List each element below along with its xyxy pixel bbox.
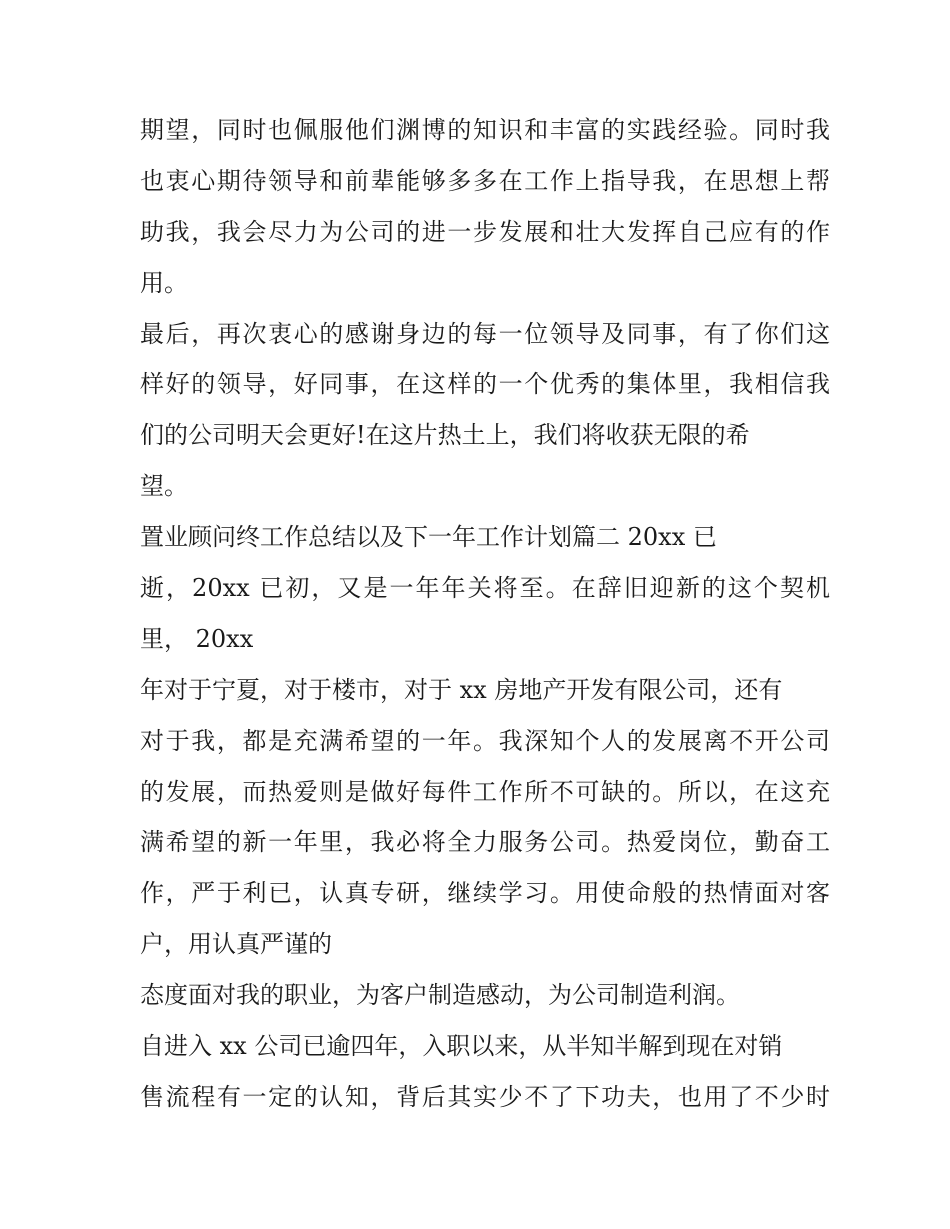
text-line: 期望，同时也佩服他们渊博的知识和丰富的实践经验。同时我 <box>140 116 830 144</box>
text-line: 也衷心期待领导和前辈能够多多在工作上指导我，在思想上帮 <box>140 166 830 195</box>
text-line: 户，用认真严谨的 <box>140 930 332 959</box>
text-line: 售流程有一定的认知，背后其实少不了下功夫，也用了不少时 <box>140 1082 830 1111</box>
text-line: 对于我，都是充满希望的一年。我深知个人的发展离不开公司 <box>140 726 830 755</box>
text-line: 望。 <box>140 472 188 501</box>
text-line: 们的公司明天会更好!在这片热土上，我们将收获无限的希 <box>140 421 750 450</box>
text-line: 的发展，而热爱则是做好每件工作所不可缺的。所以，在这充 <box>140 777 830 806</box>
text-line: 里， 20xx <box>140 624 254 653</box>
text-line: 自进入 xx 公司已逾四年，入职以来，从半知半解到现在对销 <box>140 1032 783 1061</box>
text-line: 满希望的新一年里，我必将全力服务公司。热爱岗位，勤奋工 <box>140 828 830 857</box>
text-line: 助我，我会尽力为公司的进一步发展和壮大发挥自己应有的作 <box>140 217 830 246</box>
text-line: 态度面对我的职业，为客户制造感动，为公司制造利润。 <box>140 981 740 1010</box>
body-text <box>140 105 830 1123</box>
text-line: 最后，再次衷心的感谢身边的每一位领导及同事，有了你们这 <box>140 319 830 348</box>
text-line: 年对于宁夏，对于楼市，对于 xx 房地产开发有限公司，还有 <box>140 675 783 704</box>
text-line: 用。 <box>140 268 188 297</box>
text-line: 作，严于利已，认真专研，继续学习。用使命般的热情面对客 <box>140 879 830 908</box>
text-line: 逝，20xx 已初，又是一年年关将至。在辞旧迎新的这个契机 <box>140 574 830 603</box>
text-line: 置业顾问终工作总结以及下一年工作计划篇二 20xx 已 <box>140 523 717 552</box>
text-line: 样好的领导，好同事，在这样的一个优秀的集体里，我相信我 <box>140 370 830 399</box>
